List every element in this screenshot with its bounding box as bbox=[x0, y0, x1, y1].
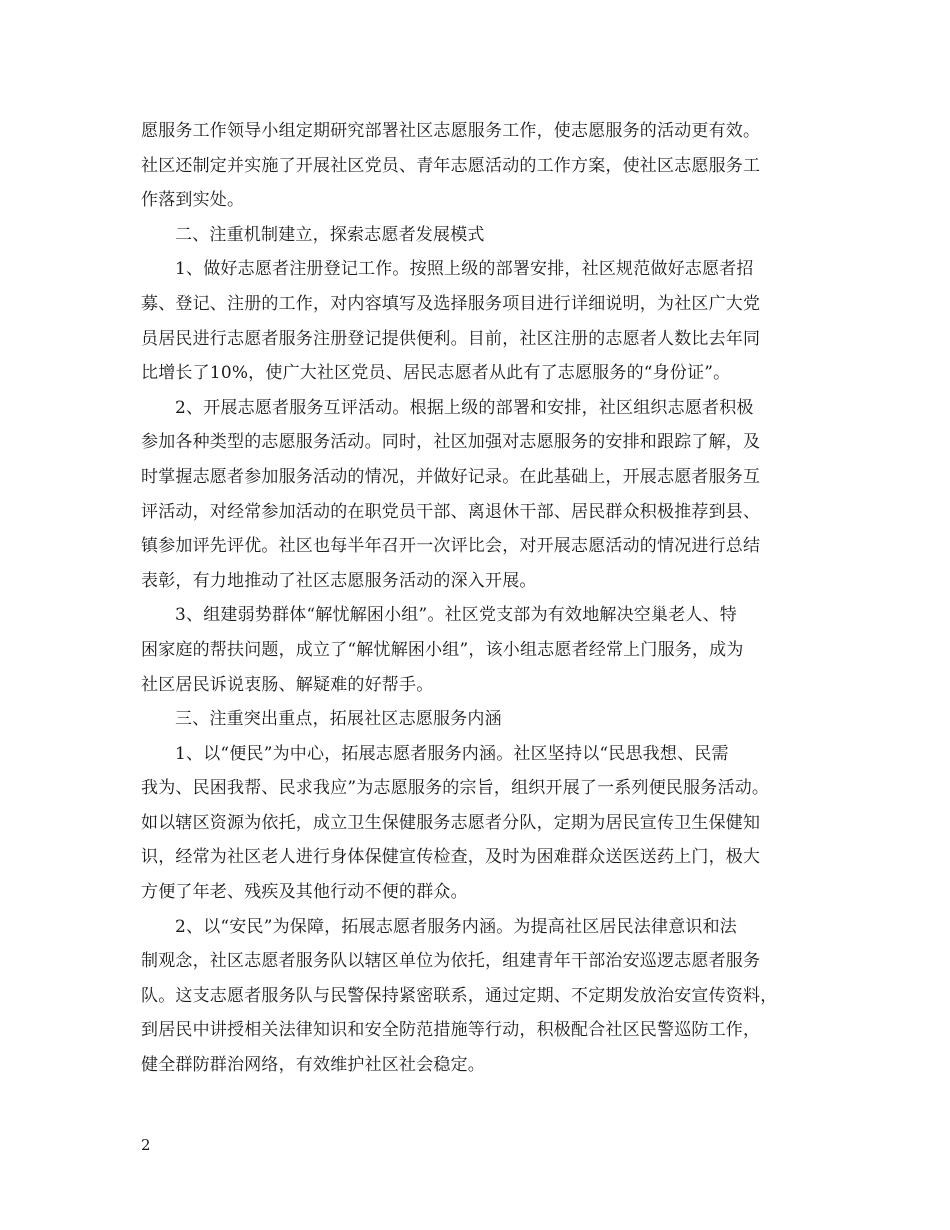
text-line: 2、以“安民”为保障，拓展志愿者服务内涵。为提高社区居民法律意识和法 bbox=[175, 916, 737, 937]
text-line: 比增长了10%，使广大社区党员、居民志愿者从此有了志愿服务的“身份证”。 bbox=[141, 363, 731, 384]
text-line: 1、以“便民”为中心，拓展志愿者服务内涵。社区坚持以“民思我想、民需 bbox=[175, 743, 729, 764]
text-line: 三、注重突出重点，拓展社区志愿服务内涵 bbox=[175, 709, 502, 730]
text-line: 我为、民困我帮、民求我应”为志愿服务的宗旨，组织开展了一系列便民服务活动。 bbox=[141, 778, 770, 799]
text-line: 募、登记、注册的工作，对内容填写及选择服务项目进行详细说明，为社区广大党 bbox=[141, 293, 761, 314]
text-line: 参加各种类型的志愿服务活动。同时，社区加强对志愿服务的安排和跟踪了解，及 bbox=[141, 432, 761, 453]
text-line: 二、注重机制建立，探索志愿者发展模式 bbox=[175, 224, 485, 245]
text-line: 队。这支志愿者服务队与民警保持紧密联系，通过定期、不定期发放治安宣传资料， bbox=[141, 985, 778, 1006]
text-line: 镇参加评先评优。社区也每半年召开一次评比会，对开展志愿活动的情况进行总结 bbox=[141, 536, 761, 557]
text-line: 2、开展志愿者服务互评活动。根据上级的部署和安排，社区组织志愿者积极 bbox=[175, 397, 754, 418]
text-line: 评活动，对经常参加活动的在职党员干部、离退休干部、居民群众积极推荐到县、 bbox=[141, 501, 761, 522]
text-line: 方便了年老、残疾及其他行动不便的群众。 bbox=[141, 882, 468, 903]
text-line: 表彰，有力地推动了社区志愿服务活动的深入开展。 bbox=[141, 570, 537, 591]
page-number: 2 bbox=[141, 1136, 151, 1154]
text-line: 员居民进行志愿者服务注册登记提供便利。目前，社区注册的志愿者人数比去年同 bbox=[141, 328, 761, 349]
text-line: 社区居民诉说衷肠、解疑难的好帮手。 bbox=[141, 674, 434, 695]
text-line: 作落到实处。 bbox=[141, 190, 245, 211]
text-line: 健全群防群治网络，有效维护社区社会稳定。 bbox=[141, 1055, 485, 1076]
text-line: 愿服务工作领导小组定期研究部署社区志愿服务工作，使志愿服务的活动更有效。 bbox=[141, 121, 761, 141]
text-line: 识，经常为社区老人进行身体保健宣传检查，及时为困难群众送医送药上门，极大 bbox=[141, 847, 761, 868]
text-line: 3、组建弱势群体“解忧解困小组”。社区党支部为有效地解决空巢老人、特 bbox=[175, 605, 737, 626]
text-line: 1、做好志愿者注册登记工作。按照上级的部署安排，社区规范做好志愿者招 bbox=[175, 259, 754, 280]
document-body bbox=[141, 114, 813, 1083]
text-line: 如以辖区资源为依托，成立卫生保健服务志愿者分队，定期为居民宣传卫生保健知 bbox=[141, 812, 761, 833]
text-line: 到居民中讲授相关法律知识和安全防范措施等行动，积极配合社区民警巡防工作， bbox=[141, 1020, 761, 1041]
text-line: 制观念，社区志愿者服务队以辖区单位为依托，组建青年干部治安巡逻志愿者服务 bbox=[141, 951, 761, 972]
text-line: 时掌握志愿者参加服务活动的情况，并做好记录。在此基础上，开展志愿者服务互 bbox=[141, 466, 761, 487]
text-line: 困家庭的帮扶问题，成立了“解忧解困小组”，该小组志愿者经常上门服务，成为 bbox=[141, 639, 744, 660]
text-line: 社区还制定并实施了开展社区党员、青年志愿活动的工作方案，使社区志愿服务工 bbox=[141, 155, 761, 176]
